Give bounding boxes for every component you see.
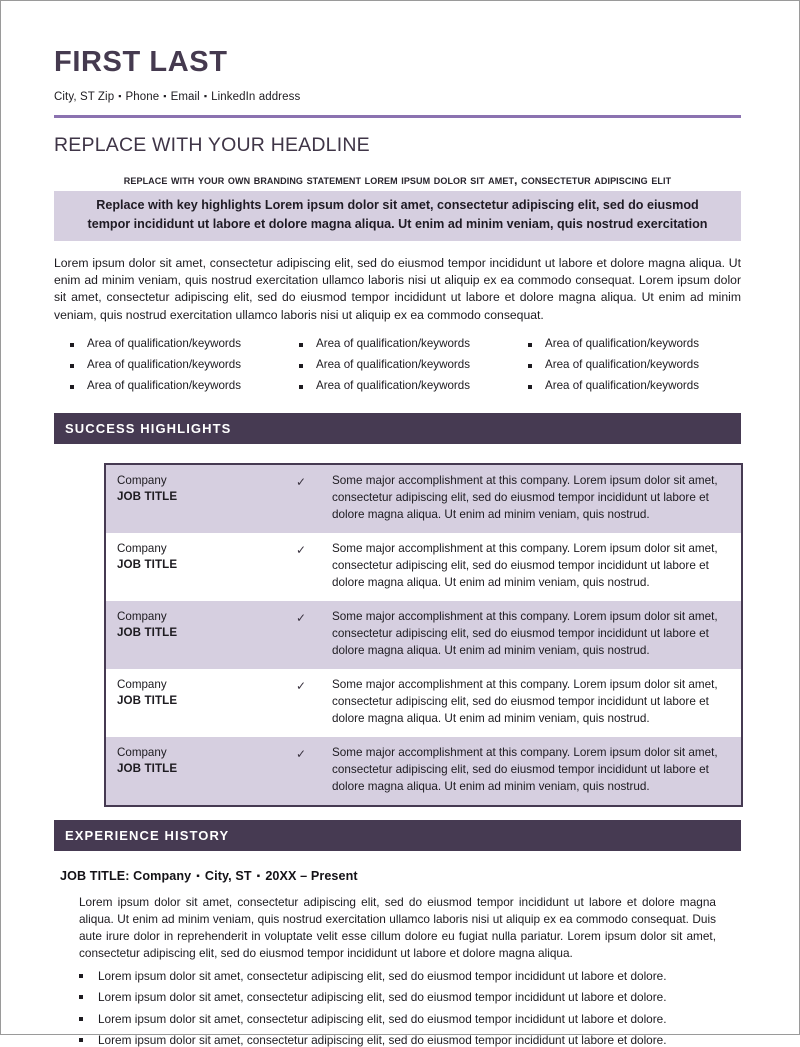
experience-paragraph: Lorem ipsum dolor sit amet, consectetur adipiscing elit, sed do eiusmod tempor incididunt ut labore et dolore magna aliqua. Ut enim ad minim veniam, quis nostrud exercitation ullamco laboris nisi ut aliquip ex ea commodo consequat. Duis aute irure dolor in reprehenderit in voluptate velit esse cillum dolore eu fugiat nulla pariatur. Lorem ipsum dolor sit amet, consectetur adipiscing elit, sed do eiusmod tempor incididunt ut labore et dolore magna aliqua. (79, 894, 716, 961)
qualification-label: Area of qualification/keywords (87, 337, 242, 351)
square-bullet-icon (528, 343, 532, 347)
experience-bullet-text: Lorem ipsum dolor sit amet, consectetur adipiscing elit, sed do eiusmod tempor incididunt ut labore et dolore. (98, 1032, 667, 1047)
key-highlights-box: Replace with key highlights Lorem ipsum dolor sit amet, consectetur adipiscing elit, sed do eiusmod tempor incididunt ut labore et dolore magna aliqua. Ut enim ad minim veniam, quis nostrud exercitation (54, 191, 741, 241)
table-cell-accomplishment: Some major accomplishment at this company. Lorem ipsum dolor sit amet, consectetur adipiscing elit, sed do eiusmod tempor incididunt ut labore et dolore magna aliqua. Ut enim ad minim veniam, quis nostrud. (332, 610, 718, 658)
contact-line (54, 91, 741, 103)
square-bullet-icon (70, 364, 74, 368)
job-title-label: JOB TITLE (117, 625, 178, 639)
table-cell-company (106, 473, 296, 504)
success-highlights-table (104, 463, 743, 807)
separator-icon: ▪ (256, 870, 261, 882)
experience-job-title: JOB TITLE: Company (60, 868, 192, 883)
list-item (79, 990, 741, 1004)
list-item (70, 380, 283, 393)
square-bullet-icon (79, 1017, 83, 1021)
list-item (528, 380, 741, 393)
table-cell-company (106, 609, 296, 640)
job-title-label: JOB TITLE (117, 489, 178, 503)
table-row (106, 465, 741, 533)
company-label: Company (117, 745, 167, 759)
qualification-label: Area of qualification/keywords (316, 378, 471, 392)
list-item (299, 380, 512, 393)
page-title: FIRST LAST (54, 46, 228, 78)
contact-email: Email (170, 91, 200, 104)
checkmark-icon: ✓ (296, 611, 307, 626)
qualification-column (512, 338, 741, 400)
branding-statement: replace with your own branding statement lorem ipsum dolor sit amet, consectetur adipiscing elit (123, 172, 672, 187)
experience-bullet-text: Lorem ipsum dolor sit amet, consectetur adipiscing elit, sed do eiusmod tempor incididunt ut labore et dolore. (98, 1011, 667, 1026)
qualification-column (54, 338, 283, 400)
experience-entry-header (60, 869, 741, 883)
square-bullet-icon (528, 385, 532, 389)
qualification-label: Area of qualification/keywords (316, 337, 471, 351)
table-row (106, 669, 741, 737)
square-bullet-icon (70, 385, 74, 389)
contact-location: City, ST Zip (54, 91, 115, 104)
qualification-label: Area of qualification/keywords (545, 357, 700, 371)
headline: REPLACE WITH YOUR HEADLINE (54, 134, 370, 157)
section-header-experience-history: EXPERIENCE HISTORY (54, 820, 741, 851)
company-label: Company (117, 610, 167, 624)
list-item (79, 969, 741, 983)
qualifications-columns (54, 338, 741, 400)
square-bullet-icon (79, 974, 83, 978)
job-title-label: JOB TITLE (117, 557, 178, 571)
experience-bullet-list (79, 969, 741, 1047)
summary-paragraph: Lorem ipsum dolor sit amet, consectetur adipiscing elit, sed do eiusmod tempor incididunt ut labore et dolore magna aliqua. Ut enim ad minim veniam, quis nostrud exercitation ullamco laboris nisi ut aliquip ex ea commodo consequat. Lorem ipsum dolor sit amet, consectetur adipiscing elit, sed do eiusmod tempor incididunt ut labore et dolore magna aliqua. Ut enim ad minim veniam, quis nostrud exercitation ullamco laboris nisi ut aliquip ex ea commodo consequat. (54, 255, 741, 322)
contact-phone: Phone (125, 91, 160, 104)
company-label: Company (117, 474, 167, 488)
qualification-label: Area of qualification/keywords (87, 357, 242, 371)
table-cell-accomplishment: Some major accomplishment at this company. Lorem ipsum dolor sit amet, consectetur adipiscing elit, sed do eiusmod tempor incididunt ut labore et dolore magna aliqua. Ut enim ad minim veniam, quis nostrud. (332, 542, 718, 590)
experience-dates: 20XX – Present (265, 868, 358, 883)
qualification-column (283, 338, 512, 400)
square-bullet-icon (79, 1038, 83, 1042)
table-cell-accomplishment: Some major accomplishment at this company. Lorem ipsum dolor sit amet, consectetur adipiscing elit, sed do eiusmod tempor incididunt ut labore et dolore magna aliqua. Ut enim ad minim veniam, quis nostrud. (332, 745, 718, 793)
square-bullet-icon (70, 343, 74, 347)
square-bullet-icon (528, 364, 532, 368)
job-title-label: JOB TITLE (117, 761, 178, 775)
experience-bullet-text: Lorem ipsum dolor sit amet, consectetur adipiscing elit, sed do eiusmod tempor incididunt ut labore et dolore. (98, 990, 667, 1005)
contact-separator-icon: ▪ (163, 91, 167, 102)
list-item (70, 338, 283, 351)
table-cell-company (106, 677, 296, 708)
section-header-success-highlights: SUCCESS HIGHLIGHTS (54, 413, 741, 444)
table-cell-accomplishment: Some major accomplishment at this company. Lorem ipsum dolor sit amet, consectetur adipiscing elit, sed do eiusmod tempor incididunt ut labore et dolore magna aliqua. Ut enim ad minim veniam, quis nostrud. (332, 474, 718, 522)
qualification-label: Area of qualification/keywords (545, 378, 700, 392)
qualification-label: Area of qualification/keywords (87, 378, 242, 392)
square-bullet-icon (299, 385, 303, 389)
list-item (299, 359, 512, 372)
company-label: Company (117, 542, 167, 556)
table-cell-company (106, 541, 296, 572)
table-row (106, 533, 741, 601)
square-bullet-icon (299, 364, 303, 368)
experience-location: City, ST (204, 868, 252, 883)
table-row (106, 737, 741, 805)
contact-separator-icon: ▪ (118, 91, 122, 102)
checkmark-icon: ✓ (296, 679, 307, 694)
square-bullet-icon (299, 343, 303, 347)
contact-linkedin: LinkedIn address (211, 91, 301, 104)
table-cell-company (106, 745, 296, 776)
separator-icon: ▪ (196, 870, 200, 882)
company-label: Company (117, 678, 167, 692)
list-item (70, 359, 283, 372)
table-row (106, 601, 741, 669)
checkmark-icon: ✓ (296, 746, 307, 761)
list-item (528, 338, 741, 351)
header-divider (54, 115, 741, 118)
square-bullet-icon (79, 995, 83, 999)
contact-separator-icon: ▪ (203, 91, 208, 102)
table-cell-accomplishment: Some major accomplishment at this company. Lorem ipsum dolor sit amet, consectetur adipiscing elit, sed do eiusmod tempor incididunt ut labore et dolore magna aliqua. Ut enim ad minim veniam, quis nostrud. (332, 678, 718, 725)
qualification-label: Area of qualification/keywords (545, 337, 700, 351)
list-item (528, 359, 741, 372)
list-item (79, 1012, 741, 1026)
list-item (299, 338, 512, 351)
qualification-label: Area of qualification/keywords (316, 357, 471, 371)
checkmark-icon: ✓ (296, 543, 307, 558)
job-title-label: JOB TITLE (117, 693, 178, 707)
checkmark-icon: ✓ (296, 475, 307, 490)
experience-bullet-text: Lorem ipsum dolor sit amet, consectetur adipiscing elit, sed do eiusmod tempor incididunt ut labore et dolore. (98, 969, 667, 984)
resume-content (1, 1, 799, 1047)
